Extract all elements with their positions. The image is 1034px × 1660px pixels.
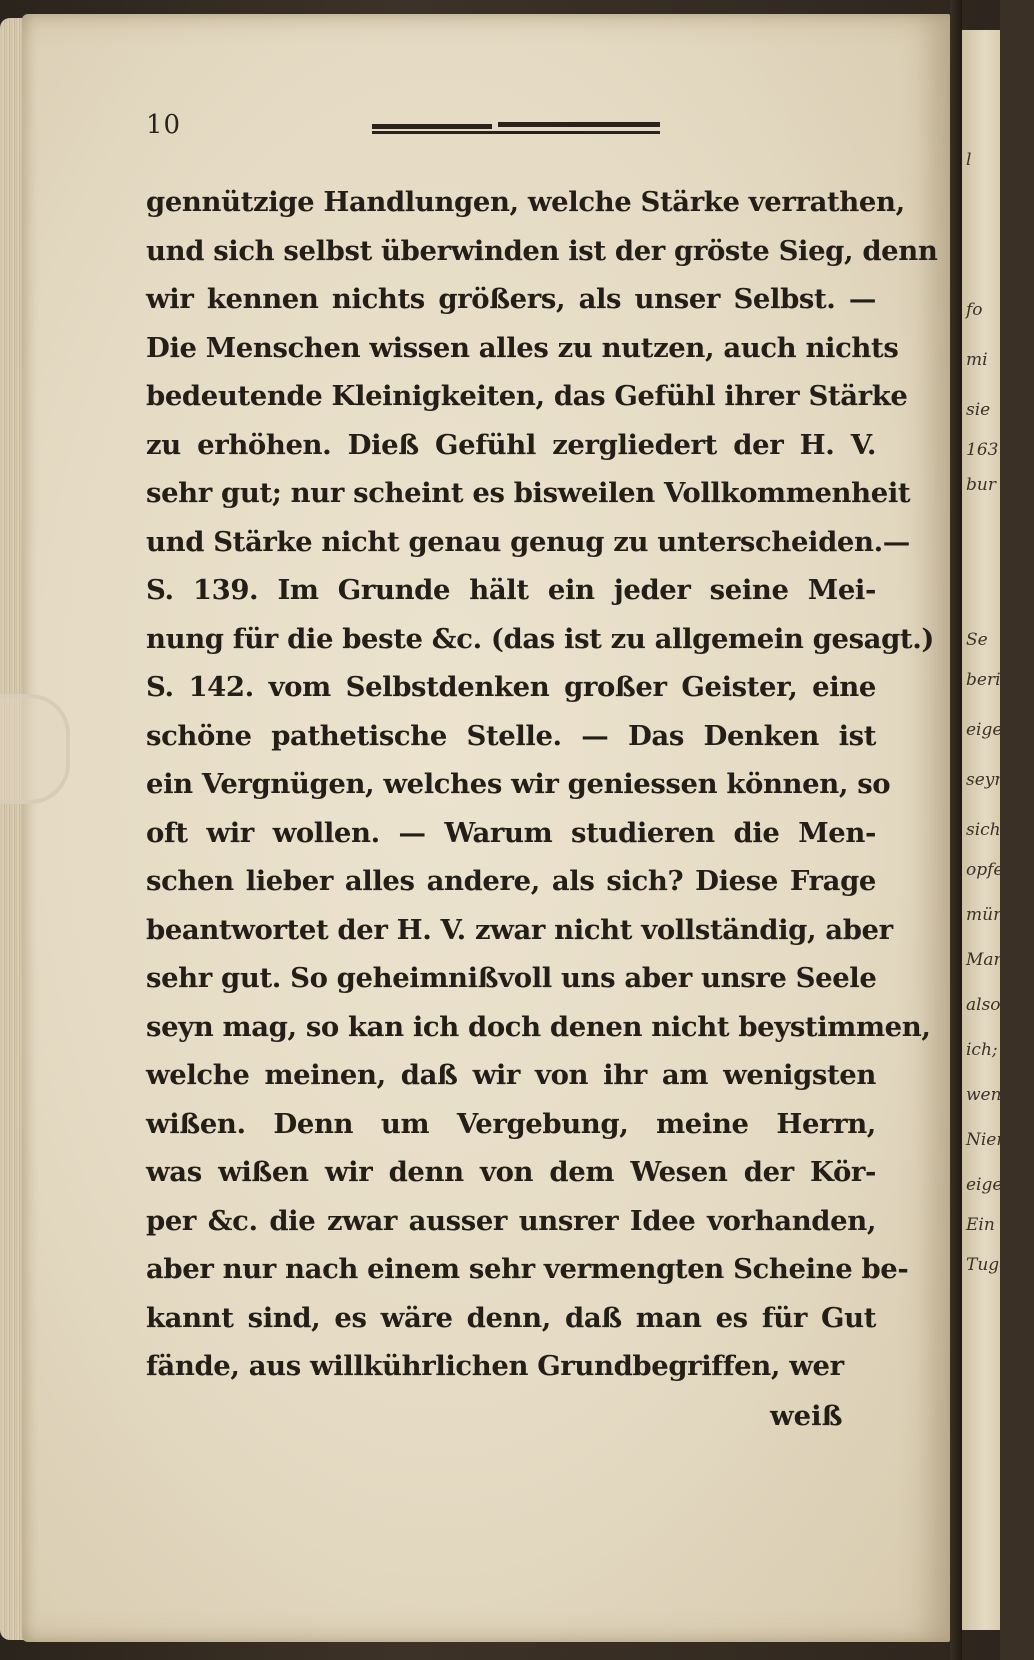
next-page-fragment: l — [966, 150, 972, 170]
text-line: fände, aus willkührlichen Grundbegriffen, wer — [146, 1350, 844, 1382]
text-line: welche meinen, daß wir von ihr am wenigsten — [146, 1059, 876, 1091]
text-line: sehr gut; nur scheint es bisweilen Vollkommenheit — [146, 477, 911, 509]
text-line: wißen. Denn um Vergebung, meine Herrn, — [146, 1107, 876, 1140]
header-rule — [372, 122, 660, 136]
text-line: aber nur nach einem sehr vermengten Scheine be- — [146, 1253, 909, 1285]
text-line: Die Menschen wissen alles zu nutzen, auch nichts — [146, 331, 899, 364]
next-page-edge — [962, 30, 1034, 1630]
text-line: schöne pathetische Stelle. — Das Denken ist — [146, 719, 876, 752]
next-page-fragment: sie — [966, 400, 991, 420]
next-page-fragment: Tugen — [966, 1255, 1021, 1275]
next-page-fragment: ich; — [966, 1040, 998, 1060]
body-text — [146, 178, 938, 1391]
next-page-fragment: wenn — [966, 1085, 1013, 1105]
next-page-fragment: seyn — [966, 770, 1006, 790]
text-line: per &c. die zwar ausser unsrer Idee vorhanden, — [146, 1204, 876, 1237]
next-page-fragment: mi — [966, 350, 988, 370]
text-line: und sich selbst überwinden ist der gröste Sieg, denn — [146, 234, 938, 267]
text-line: wir kennen nichts größers, als unser Selbst. — — [146, 283, 876, 315]
next-page-fragment: eigenen — [966, 1175, 1034, 1195]
text-line: kannt sind, es wäre denn, daß man es für Gut — [146, 1301, 876, 1334]
next-page-fragment: Ein ei — [966, 1215, 1016, 1235]
next-page-fragment: Niem — [966, 1130, 1013, 1150]
next-page-fragment: 163 — [966, 440, 999, 460]
text-line: beantwortet der H. V. zwar nicht vollständig, aber — [146, 913, 893, 946]
text-line: zu erhöhen. Dieß Gefühl zergliedert der H. V. — [146, 428, 876, 461]
text-line: schen lieber alles andere, als sich? Diese Frage — [146, 865, 876, 897]
next-page-fragment: eigen — [966, 720, 1014, 740]
book-gutter — [950, 0, 962, 1660]
text-line: was wißen wir denn von dem Wesen der Kör- — [146, 1156, 876, 1188]
text-line: seyn mag, so kan ich doch denen nicht beystimmen, — [146, 1010, 931, 1043]
page-number: 10 — [146, 110, 182, 140]
next-page-fragment: beric — [966, 670, 1011, 690]
text-line: und Stärke nicht genau genug zu unterscheiden.— — [146, 525, 910, 558]
next-page-fragment: Man — [966, 950, 1005, 970]
text-line: S. 142. vom Selbstdenken großer Geister, eine — [146, 671, 876, 703]
text-line: S. 139. Im Grunde hält ein jeder seine Mei- — [146, 574, 876, 606]
text-line: gennützige Handlungen, welche Stärke verrathen, — [146, 186, 905, 218]
text-line: sehr gut. So geheimnißvoll uns aber unsre Seele — [146, 962, 877, 994]
next-page-fragment: opfer — [966, 860, 1012, 880]
next-page-fragment: also d — [966, 995, 1017, 1015]
page-tab-marker — [0, 694, 70, 804]
text-line: nung für die beste &c. (das ist zu allgemein gesagt.) — [146, 622, 935, 655]
next-page-fragment: bur — [966, 475, 996, 495]
next-page-fragment: münf — [966, 905, 1011, 925]
next-page-fragment: Se — [966, 630, 988, 650]
next-page-fragment: fo — [966, 300, 983, 320]
text-line: ein Vergnügen, welches wir geniessen können, so — [146, 768, 891, 800]
text-line: oft wir wollen. — Warum studieren die Men- — [146, 816, 876, 849]
next-page-fragment: sich, — [966, 820, 1007, 840]
text-line: bedeutende Kleinigkeiten, das Gefühl ihrer Stärke — [146, 380, 908, 412]
catchword: weiß — [770, 1400, 843, 1432]
